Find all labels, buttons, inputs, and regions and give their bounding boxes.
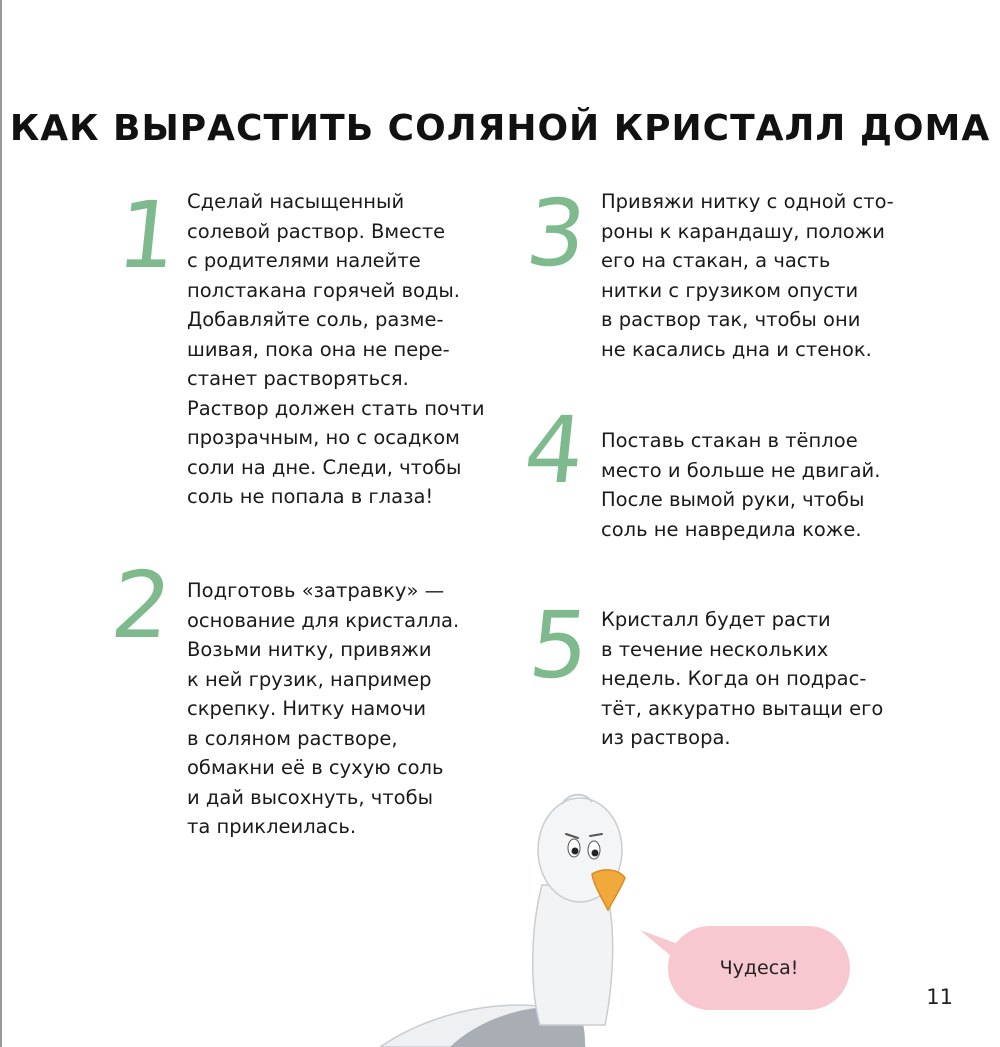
step-line: Привяжи нитку с одной сто- (601, 190, 894, 213)
step-line: место и больше не двигай. (601, 458, 881, 482)
step-line: соль не попала в глаза! (187, 485, 434, 508)
seagull-illustration (380, 790, 680, 1047)
step-line: основание для кристалла. (187, 608, 460, 632)
step-line: скрепку. Нитку намочи (187, 697, 427, 720)
step-line: шивая, пока она не пере- (187, 337, 450, 361)
speech-bubble (668, 926, 850, 1010)
step-line: роны к карандашу, положи (601, 219, 885, 243)
step-line: та приклеилась. (187, 815, 357, 838)
step-line: его на стакан, а часть (601, 249, 831, 272)
step-text-1 (187, 187, 485, 512)
step-number-5: 5 (524, 592, 595, 699)
step-line: в течение нескольких (601, 637, 829, 661)
step-line: Подготовь «затравку» — (187, 579, 445, 602)
step-text-3 (601, 187, 894, 364)
step-line: из раствора. (601, 726, 731, 749)
step-line: к ней грузик, например (187, 667, 432, 691)
step-line: и дай высохнуть, чтобы (187, 785, 434, 809)
step-line: в соляном растворе, (187, 726, 398, 750)
step-line: солевой раствор. Вместе (187, 219, 446, 243)
step-line: нитки с грузиком опусти (601, 278, 859, 302)
step-number-3: 3 (521, 180, 592, 287)
step-line: Возьми нитку, привяжи (187, 638, 432, 661)
seagull-neck (533, 885, 613, 1025)
page-edge (0, 0, 2, 1047)
seagull-pupil-left (572, 848, 579, 855)
step-line: Кристалл будет расти (601, 608, 831, 631)
step-number-1: 1 (112, 182, 183, 289)
step-line: Раствор должен стать почти (187, 396, 485, 420)
step-line: тёт, аккуратно вытащи его (601, 696, 884, 720)
step-text-4 (601, 426, 880, 544)
page-title: КАК ВЫРАСТИТЬ СОЛЯНОЙ КРИСТАЛЛ ДОМА (9, 108, 991, 149)
step-line: Сделай насыщенный (187, 190, 405, 213)
step-line: не касались дна и стенок. (601, 337, 872, 361)
step-line: Поставь стакан в тёплое (601, 429, 858, 452)
step-line: После вымой руки, чтобы (601, 488, 865, 511)
step-line: обмакни её в сухую соль (187, 756, 444, 779)
speech-bubble-text: Чудеса! (719, 957, 799, 979)
step-line: соли на дне. Следи, чтобы (187, 455, 462, 479)
step-line: в раствор так, чтобы они (601, 308, 861, 331)
step-line: недель. Когда он подрас- (601, 667, 867, 690)
step-line: Добавляйте соль, разме- (187, 308, 444, 331)
step-line: полстакана горячей воды. (187, 278, 460, 302)
step-line: с родителями налейте (187, 249, 421, 272)
step-number-2: 2 (106, 552, 177, 659)
step-line: прозрачным, но с осадком (187, 426, 460, 449)
step-number-4: 4 (519, 397, 590, 504)
step-line: станет растворяться. (187, 367, 409, 390)
step-text-5 (601, 605, 883, 753)
step-line: соль не навредила коже. (601, 517, 862, 541)
page-number: 11 (926, 985, 953, 1009)
seagull-pupil-right (592, 850, 599, 857)
